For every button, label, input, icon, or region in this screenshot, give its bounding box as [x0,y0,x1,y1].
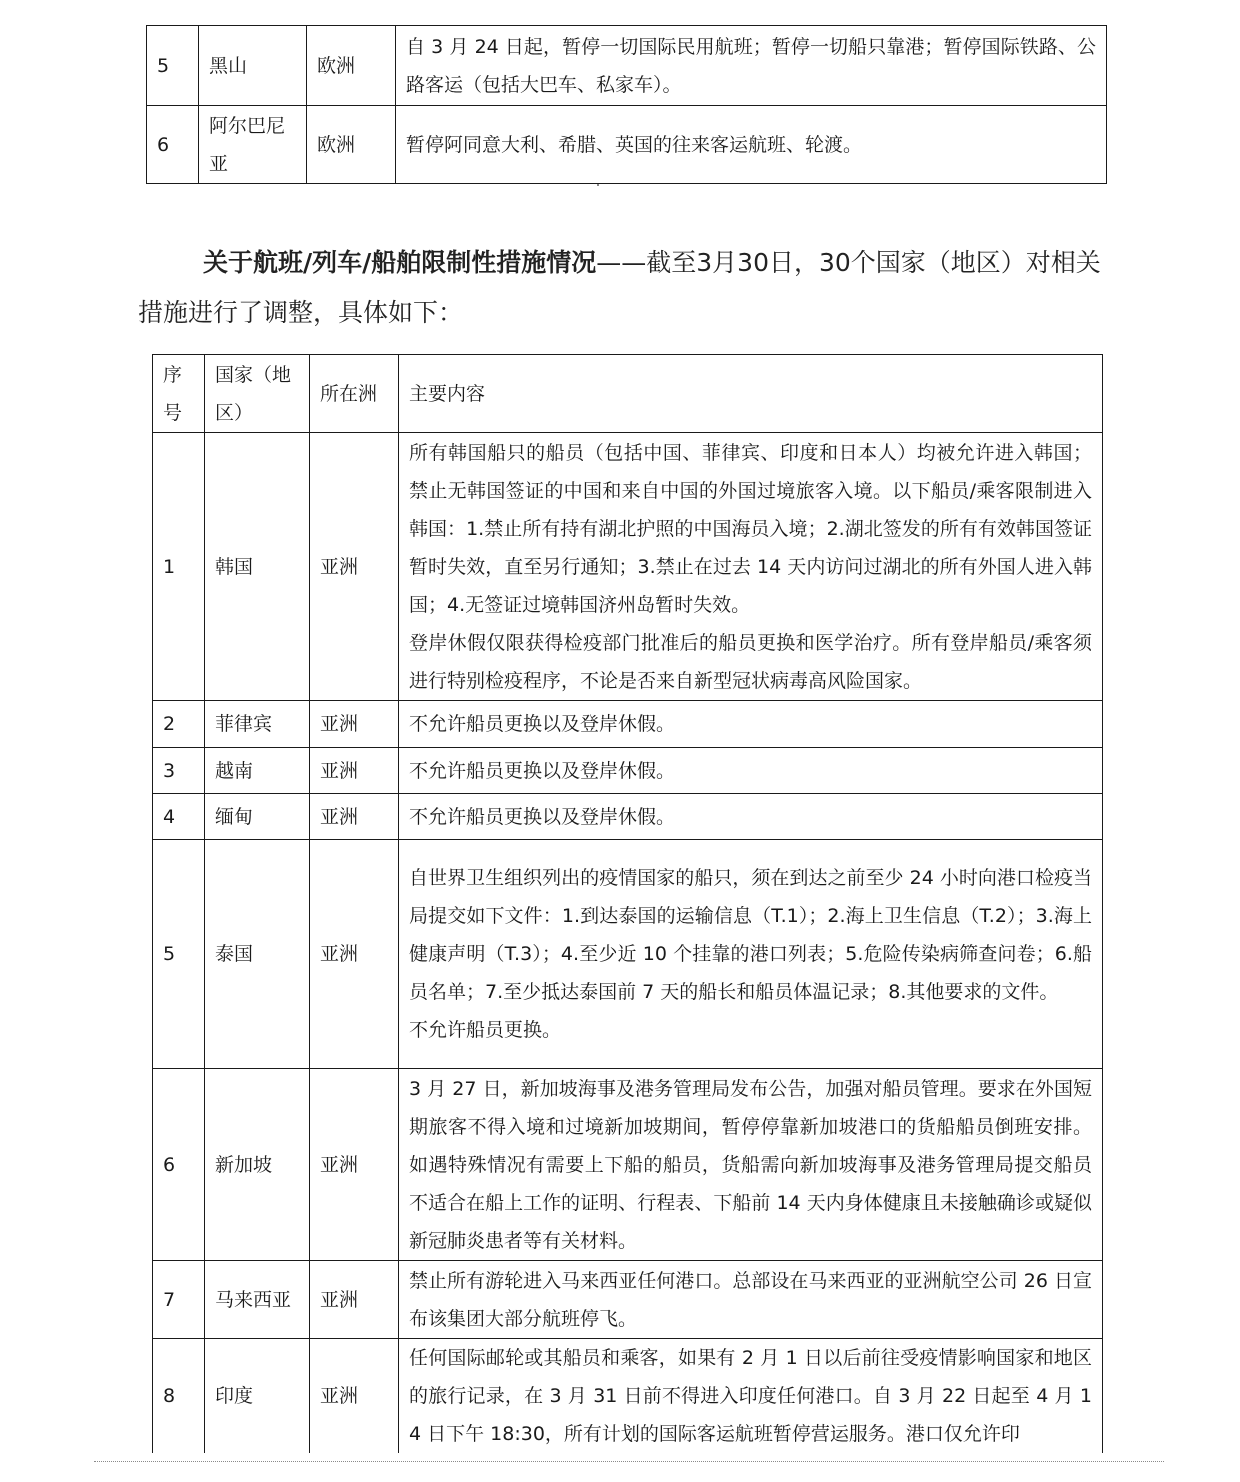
table-row [147,106,1107,184]
continent-cell: 亚洲 [310,748,399,794]
continent-cell: 亚洲 [310,1069,399,1261]
continent-cell: 亚洲 [310,433,399,701]
content-paragraph: 自世界卫生组织列出的疫情国家的船只，须在到达之前至少 24 小时向港口检疫当局提交如下文件：1.到达泰国的运输信息（T.1）；2.海上卫生信息（T.2）；3.海上健康声明（T.3）；4.至少近 10 个挂靠的港口列表；5.危险传染病筛查问卷；6.船员名单；7.至少抵达泰国前 7 天的船长和船员体温记录；8.其他要求的文件。 [409,867,1092,1003]
content-cell: 禁止所有游轮进入马来西亚任何港口。总部设在马来西亚的亚洲航空公司 26 日宣布该集团大部分航班停飞。 [399,1261,1103,1339]
country-cell: 泰国 [205,840,310,1069]
content-cell [399,433,1103,701]
content-cell [399,840,1103,1069]
row-number: 6 [147,106,199,184]
country-cell: 新加坡 [205,1069,310,1261]
row-number: 5 [147,26,199,106]
country-cell: 菲律宾 [205,701,310,748]
content-paragraph: 登岸休假仅限获得检疫部门批准后的船员更换和医学治疗。所有登岸船员/乘客须进行特别检疫程序，不论是否来自新型冠状病毒高风险国家。 [409,631,1092,692]
content-cell: 暂停阿同意大利、希腊、英国的往来客运航班、轮渡。 [396,106,1107,184]
content-paragraph: 所有韩国船只的船员（包括中国、菲律宾、印度和日本人）均被允许进入韩国；禁止无韩国签证的中国和来自中国的外国过境旅客入境。以下船员/乘客限制进入韩国：1.禁止所有持有湖北护照的中国海员入境；2.湖北签发的所有有效韩国签证暂时失效，直至另行通知；3.禁止在过去 14 天内访问过湖北的所有外国人进入韩国；4.无签证过境韩国济州岛暂时失效。 [409,441,1092,616]
header-content: 主要内容 [399,355,1103,433]
content-cell: 不允许船员更换以及登岸休假。 [399,794,1103,840]
content-cell: 自 3 月 24 日起，暂停一切国际民用航班；暂停一切船只靠港；暂停国际铁路、公路客运（包括大巴车、私家车）。 [396,26,1107,106]
country-cell: 越南 [205,748,310,794]
content-cell: 任何国际邮轮或其船员和乘客，如果有 2 月 1 日以后前往受疫情影响国家和地区的旅行记录，在 3 月 31 日前不得进入印度任何港口。自 3 月 22 日起至 4 月 14 日下午 18:30，所有计划的国际客运航班暂停营运服务。港口仅允许印 [399,1339,1103,1454]
content-paragraph: 不允许船员更换。 [409,1019,562,1041]
table-header-row [153,355,1103,433]
continent-cell: 亚洲 [310,794,399,840]
continent-cell: 欧洲 [307,106,396,184]
row-number: 2 [153,701,205,748]
page-mark [597,184,599,186]
row-number: 1 [153,433,205,701]
continent-cell: 亚洲 [310,1339,399,1454]
content-cell: 3 月 27 日，新加坡海事及港务管理局发布公告，加强对船员管理。要求在外国短期旅客不得入境和过境新加坡期间，暂停停靠新加坡港口的货船船员倒班安排。如遇特殊情况有需要上下船的船员，货船需向新加坡海事及港务管理局提交船员不适合在船上工作的证明、行程表、下船前 14 天内身体健康且未接触确诊或疑似新冠肺炎患者等有关材料。 [399,1069,1103,1261]
restriction-measures-table [152,354,1103,1453]
table-row [153,701,1103,748]
country-cell: 阿尔巴尼亚 [199,106,307,184]
table-row [153,433,1103,701]
country-cell: 马来西亚 [205,1261,310,1339]
content-cell: 不允许船员更换以及登岸休假。 [399,748,1103,794]
row-number: 7 [153,1261,205,1339]
table-row [153,1339,1103,1454]
table-row [153,840,1103,1069]
table-row [153,794,1103,840]
continent-cell: 亚洲 [310,1261,399,1339]
header-country: 国家（地区） [205,355,310,433]
table-row [147,26,1107,106]
row-number: 4 [153,794,205,840]
continent-cell: 欧洲 [307,26,396,106]
page-break-line [94,1461,1164,1462]
row-number: 6 [153,1069,205,1261]
country-cell: 韩国 [205,433,310,701]
table-row [153,1069,1103,1261]
measures-table-continued [146,25,1107,184]
country-cell: 黑山 [199,26,307,106]
continent-cell: 亚洲 [310,840,399,1069]
intro-paragraph [138,238,1103,338]
row-number: 8 [153,1339,205,1454]
table-row [153,1261,1103,1339]
content-cell: 不允许船员更换以及登岸休假。 [399,701,1103,748]
intro-rest: ——截至3月30日，30个国家（地区）对相关措施进行了调整，具体如下： [138,248,1101,327]
country-cell: 缅甸 [205,794,310,840]
continent-cell: 亚洲 [310,701,399,748]
row-number: 3 [153,748,205,794]
header-no: 序号 [153,355,205,433]
table-row [153,748,1103,794]
header-continent: 所在洲 [310,355,399,433]
row-number: 5 [153,840,205,1069]
country-cell: 印度 [205,1339,310,1454]
intro-lead: 关于航班/列车/船舶限制性措施情况 [203,248,597,277]
